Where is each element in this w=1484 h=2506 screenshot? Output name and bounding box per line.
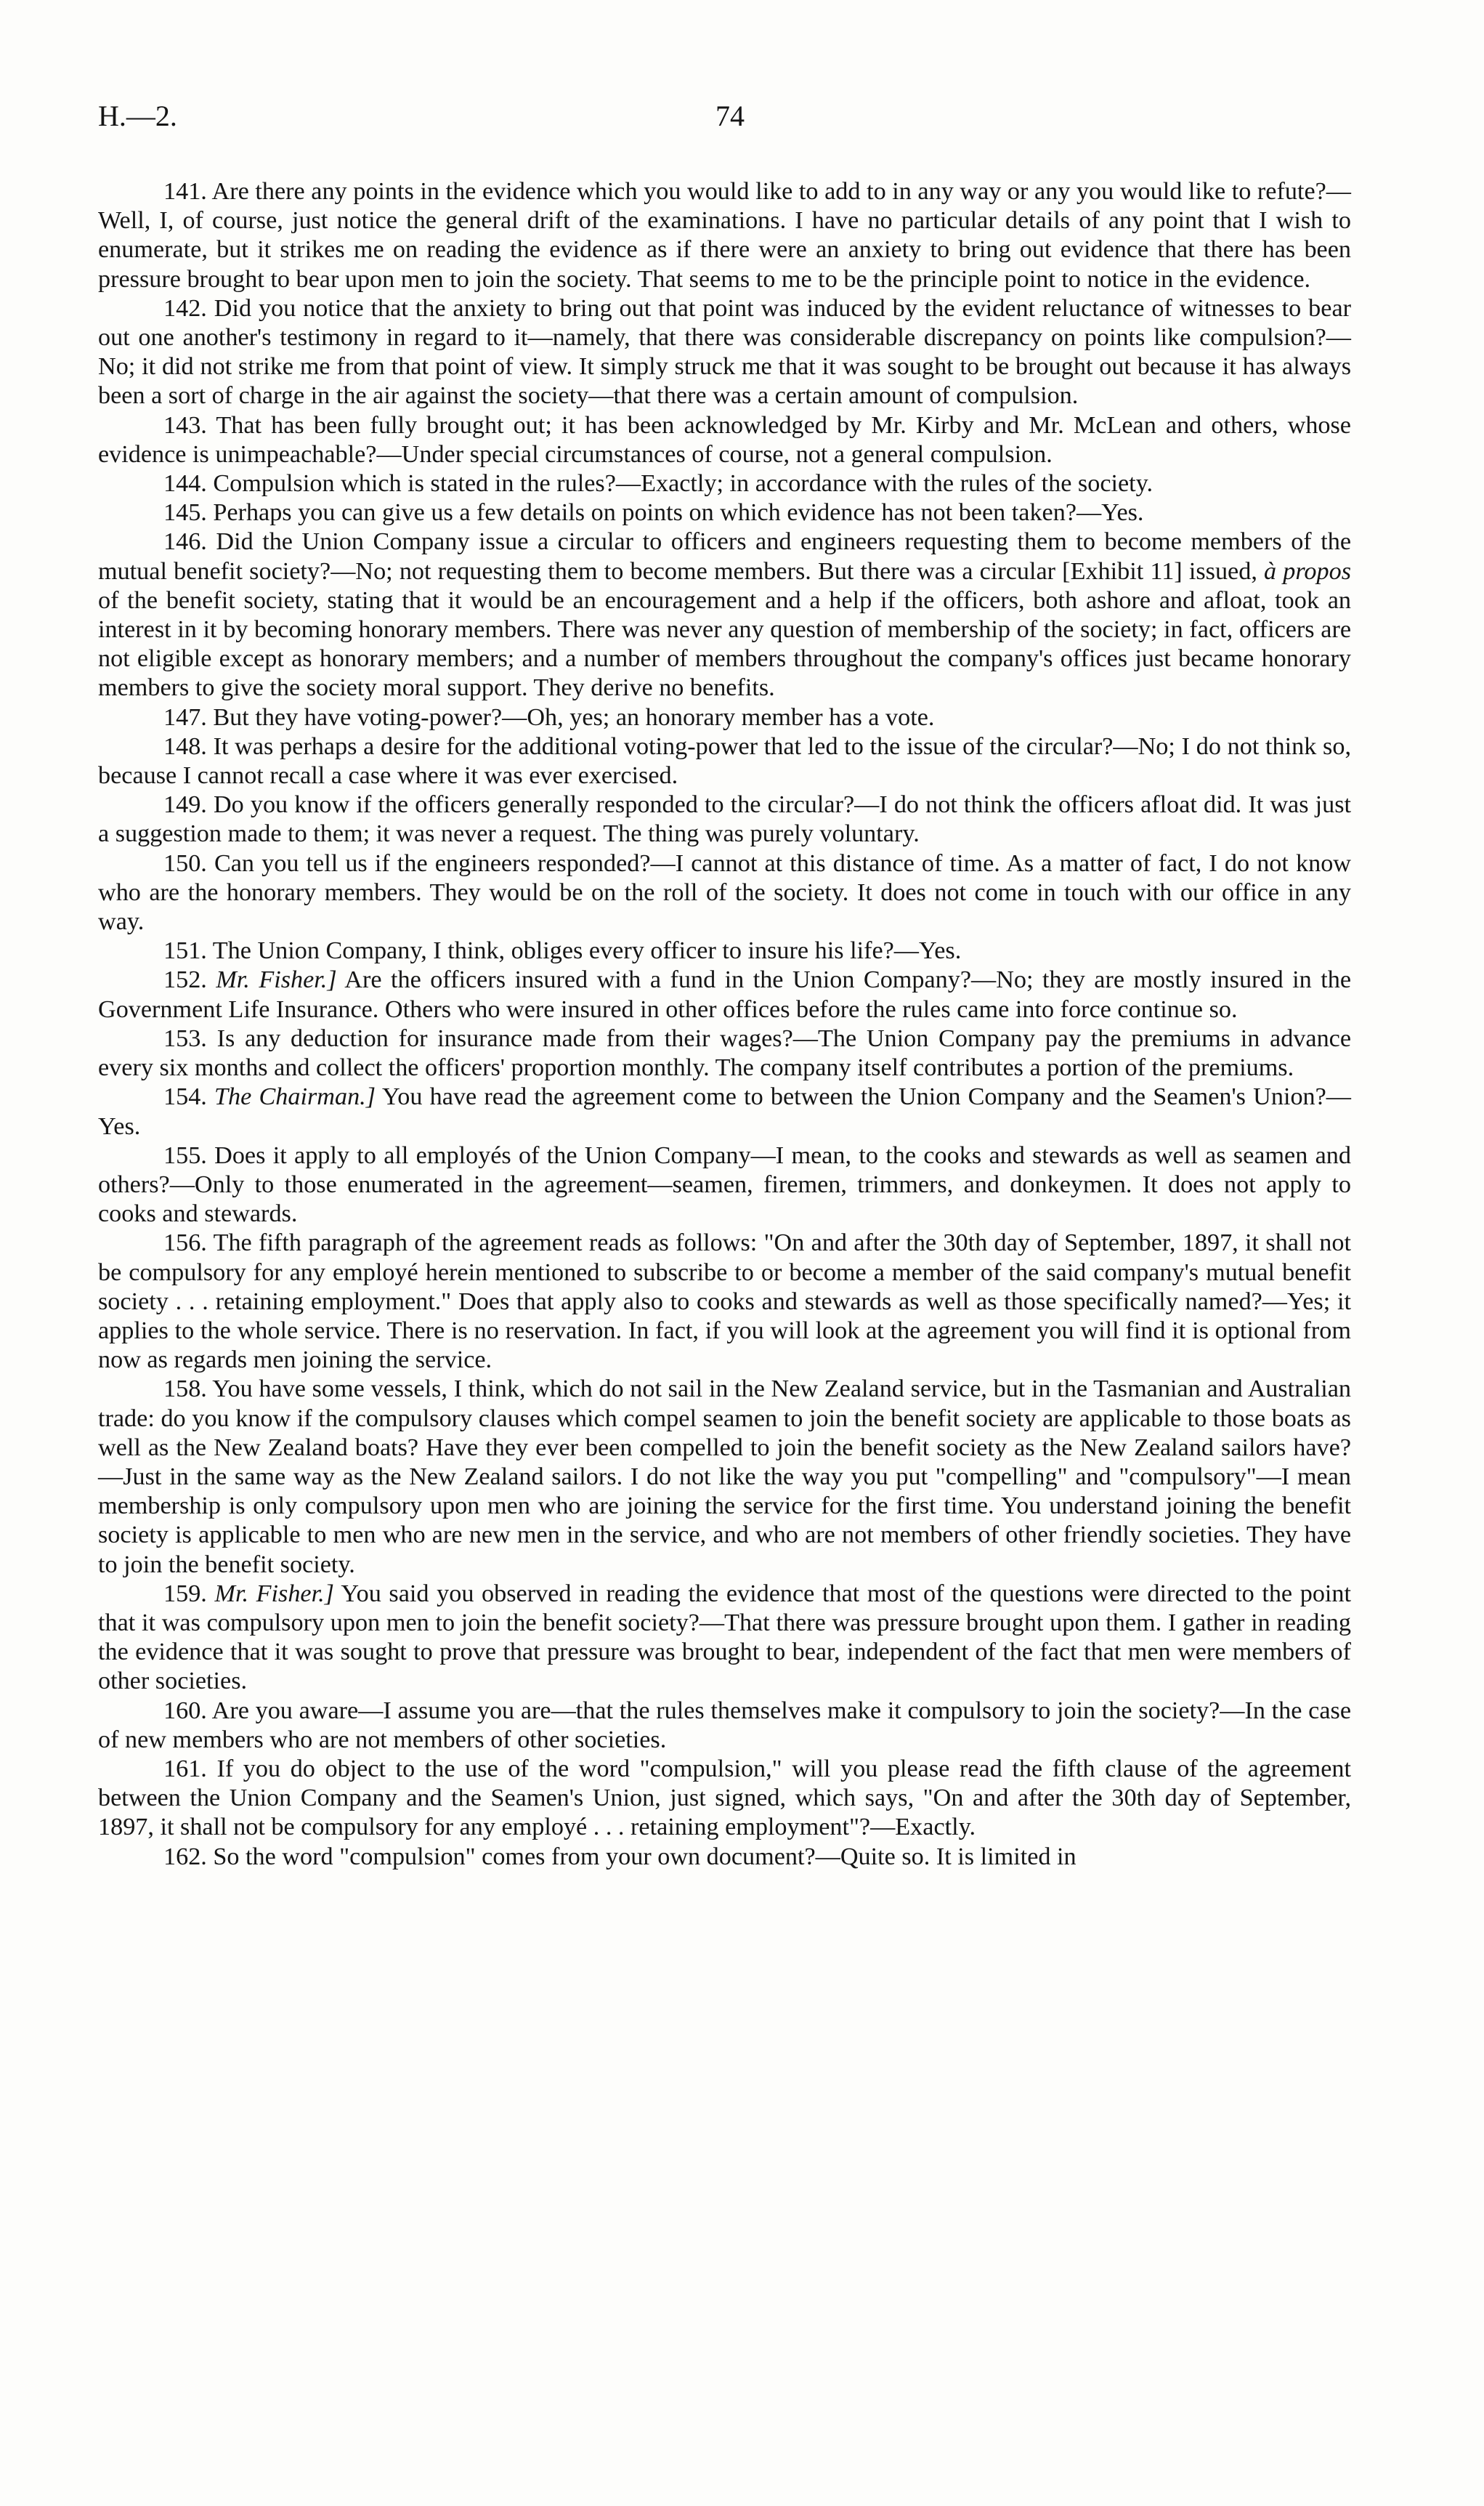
paragraph-156	[98, 1229, 1351, 1375]
paragraph-151	[98, 937, 1351, 966]
question-number: 154.	[163, 1083, 207, 1111]
question-number: 156.	[163, 1229, 207, 1257]
paragraph-150	[98, 849, 1351, 937]
paragraph-text: So the word "compulsion" comes from your own document?—Quite so. It is limited in	[213, 1843, 1076, 1870]
paragraph-155	[98, 1141, 1351, 1229]
paragraph-145	[98, 498, 1351, 528]
paragraph-160	[98, 1697, 1351, 1755]
paragraph-text: Are the officers insured with a fund in the Union Company?—No; they are mostly insured in the Government Life Insurance. Others who were insured in other offices before the rules came into force continue so.	[98, 966, 1352, 1023]
question-number: 147.	[163, 703, 207, 731]
question-number: 150.	[163, 849, 207, 877]
paragraph-text: That has been fully brought out; it has been acknowledged by Mr. Kirby and Mr. McLean and others, whose evidence is unimpeachable?—Under special circumstances of course, not a general compulsion.	[98, 411, 1351, 468]
paragraph-147	[98, 703, 1351, 732]
paragraph-text: Are there any points in the evidence which you would like to add to in any way or any you would like to refute?—Well, I, of course, just notice the general drift of the examinations. I have no particular details of any point that I wish to enumerate, but it strikes me on reading the evidence as if there were an anxiety to bring out evidence that there has been pressure brought to bear upon men to join the society. That seems to me to be the principle point to notice in the evidence.	[98, 178, 1351, 293]
page-number: 74	[715, 100, 745, 132]
paragraph-143	[98, 411, 1351, 469]
question-number: 145.	[163, 499, 207, 527]
paragraph-158	[98, 1375, 1351, 1579]
question-number: 143.	[163, 411, 207, 439]
paragraph-142	[98, 294, 1351, 411]
paragraph-text: of the benefit society, stating that it would be an encouragement and a help if the officers, both ashore and afloat, took an interest in it by becoming honorary members. There was never any question of membership of the society; in fact, officers are not eligible except as honorary members; and a number of members throughout the company's offices just became honorary members to give the society moral support. They derive no benefits.	[98, 586, 1351, 702]
question-number: 144.	[163, 470, 207, 498]
paragraph-text: The fifth paragraph of the agreement reads as follows: "On and after the 30th day of September, 1897, it shall not be compulsory for any employé herein mentioned to subscribe to or become a member of the said company's mutual benefit society . . . retaining employment." Does that apply also to cooks and stewards as well as those specifically named?—Yes; it applies to the whole service. There is no reservation. In fact, if you will look at the agreement you will find it is optional from now as regards men joining the service.	[98, 1229, 1351, 1374]
paragraph-text: But they have voting-power?—Oh, yes; an honorary member has a vote.	[213, 703, 935, 731]
paragraph-141	[98, 177, 1351, 294]
paragraph-161	[98, 1755, 1351, 1843]
paragraph-text: Do you know if the officers generally responded to the circular?—I do not think the officers afloat did. It was just a suggestion made to them; it was never a request. The thing was purely voluntary.	[98, 791, 1352, 848]
paragraph-152	[98, 966, 1351, 1024]
question-number: 160.	[163, 1697, 207, 1724]
question-number: 148.	[163, 732, 207, 760]
paragraph-text: Does it apply to all employés of the Union Company—I mean, to the cooks and stewards as well as seamen and others?—Only to those enumerated in the agreement—seamen, firemen, trimmers, and donkeymen. It does not apply to cooks and stewards.	[98, 1141, 1351, 1228]
paragraph-text: Did the Union Company issue a circular to officers and engineers requesting them to become members of the mutual benefit society?—No; not requesting them to become members. But there was a circular [Exhibit 11] issued,	[98, 528, 1351, 585]
question-number: 158.	[163, 1375, 207, 1403]
paragraph-text: Is any deduction for insurance made from their wages?—The Union Company pay the premiums in advance every six months and collect the officers' proportion monthly. The company itself contributes a portion of the premiums.	[98, 1024, 1352, 1082]
document-reference: H.—2.	[98, 100, 177, 132]
paragraph-149	[98, 791, 1351, 849]
italic-phrase: à propos	[1264, 557, 1351, 585]
question-number: 161.	[163, 1755, 207, 1782]
paragraph-text: If you do object to the use of the word "compulsion," will you please read the fifth clause of the agreement between the Union Company and the Seamen's Union, just signed, which says, "On and after the 30th day of September, 1897, it shall not be compulsory for any employé . . . retaining employment"?—Exactly.	[98, 1755, 1352, 1841]
speaker-label: Mr. Fisher.]	[214, 1580, 334, 1607]
question-number: 141.	[163, 178, 207, 205]
question-number: 159.	[163, 1580, 207, 1607]
paragraph-text: Can you tell us if the engineers responded?—I cannot at this distance of time. As a matter of fact, I do not know who are the honorary members. They would be on the roll of the society. It does not come in touch with our office in any way.	[98, 849, 1351, 936]
question-number: 162.	[163, 1843, 207, 1870]
question-number: 153.	[163, 1024, 207, 1052]
paragraph-text: Perhaps you can give us a few details on points on which evidence has not been taken?—Yes.	[213, 499, 1144, 527]
paragraph-text: It was perhaps a desire for the additional voting-power that led to the issue of the circular?—No; I do not think so, because I cannot recall a case where it was ever exercised.	[98, 732, 1352, 790]
paragraph-153	[98, 1024, 1351, 1083]
paragraph-text: You have some vessels, I think, which do not sail in the New Zealand service, but in the Tasmanian and Australian trade: do you know if the compulsory clauses which compel seamen to join the benefit society are applicable to those boats as well as the New Zealand boats? Have they ever been compelled to join the benefit society as the New Zealand sailors have?—Just in the same way as the New Zealand sailors. I do not like the way you put "compelling" and "compulsory"—I mean membership is only compulsory upon men who are joining the service for the first time. You understand joining the benefit society is applicable to men who are new men in the service, and who are not members of other friendly societies. They have to join the benefit society.	[98, 1375, 1351, 1578]
paragraph-text: The Union Company, I think, obliges every officer to insure his life?—Yes.	[212, 937, 962, 965]
speaker-label: Mr. Fisher.]	[216, 966, 337, 994]
question-number: 149.	[163, 791, 207, 819]
question-number: 142.	[163, 294, 207, 322]
paragraph-text: Did you notice that the anxiety to bring out that point was induced by the evident reluctance of witnesses to bear out one another's testimony in regard to it—namely, that there was considerable discrepancy on points like compulsion?—No; it did not strike me from that point of view. It simply struck me that it was sought to be brought out because it has always been a sort of charge in the air against the society—that there was a certain amount of compulsion.	[98, 294, 1352, 410]
speaker-label: The Chairman.]	[214, 1083, 376, 1111]
paragraph-144	[98, 469, 1351, 498]
paragraph-162	[98, 1843, 1351, 1872]
question-number: 155.	[163, 1141, 207, 1169]
document-body	[98, 177, 1351, 1872]
paragraph-text: Are you aware—I assume you are—that the rules themselves make it compulsory to join the society?—In the case of new members who are not members of other societies.	[98, 1697, 1351, 1753]
paragraph-146	[98, 528, 1351, 703]
paragraph-text: Compulsion which is stated in the rules?—Exactly; in accordance with the rules of the society.	[213, 470, 1153, 498]
paragraph-text: You said you observed in reading the evidence that most of the questions were directed to the point that it was compulsory upon men to join the benefit society?—That there was pressure brought upon them. I gather in reading the evidence that it was sought to prove that pressure was brought to bear, independent of the fact that men were members of other societies.	[98, 1580, 1352, 1695]
paragraph-154	[98, 1083, 1351, 1141]
paragraph-148	[98, 732, 1351, 791]
paragraph-159	[98, 1580, 1351, 1697]
question-number: 146.	[163, 528, 207, 556]
question-number: 152.	[163, 966, 207, 994]
question-number: 151.	[163, 937, 207, 965]
paragraph-text: You have read the agreement come to between the Union Company and the Seamen's Union?—Yes.	[98, 1083, 1351, 1140]
running-head	[98, 99, 1351, 137]
